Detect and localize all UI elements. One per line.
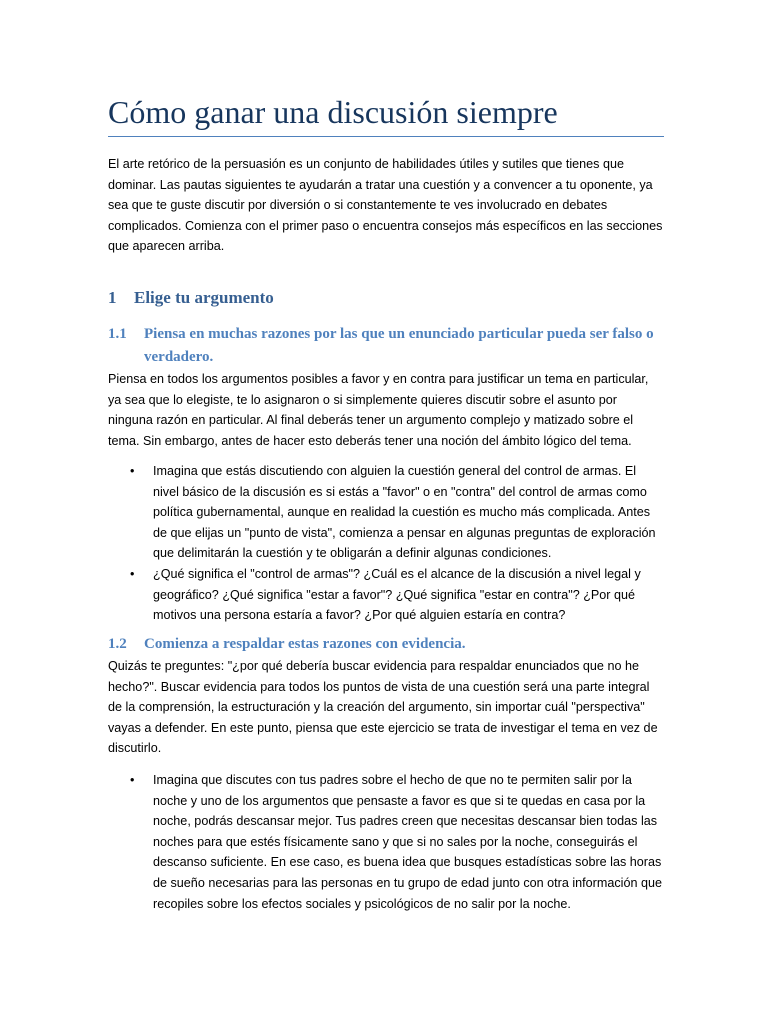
list-item: • ¿Qué significa el "control de armas"? ¿Cuál es el alcance de la discusión a nivel legal y geográfico? ¿Qué significa "estar a favor"? ¿Qué significa "estar en contra"? ¿Por qué motivos una persona estaría a favor? ¿Por qué alguien estaría en contra? xyxy=(108,564,664,626)
section-1-title: Elige tu argumento xyxy=(134,288,274,307)
subsection-1-1-heading xyxy=(108,323,664,368)
subsection-1-1-bullet-list xyxy=(108,461,664,626)
title-underline xyxy=(108,136,664,137)
subsection-1-2-bullet-list xyxy=(108,770,664,914)
subsection-1-1-title: Piensa en muchas razones por las que un enunciado particular pueda ser falso o verdadero. xyxy=(144,326,654,365)
list-item: • Imagina que estás discutiendo con alguien la cuestión general del control de armas. El nivel básico de la discusión es si estás a "favor" o en "contra" del control de armas como política gubernamental, aunque en realidad la cuestión es mucho más complicada. Antes de que elijas un "punto de vista", comienza a pensar en algunas preguntas de exploración que delimitarán la cuestión y te obligarán a definir algunas condiciones. xyxy=(108,461,664,564)
subsection-1-1-paragraph: Piensa en todos los argumentos posibles a favor y en contra para justificar un tema en particular, ya sea que lo elegiste, te lo asignaron o si simplemente quieres discutir sobre el asunto por ninguna razón en particular. Al final deberás tener un argumento complejo y matizado sobre el tema. Sin embargo, antes de hacer esto deberás tener una noción del ámbito lógico del tema. xyxy=(108,372,649,448)
list-item: • Imagina que discutes con tus padres sobre el hecho de que no te permiten salir por la noche y uno de los argumentos que pensaste a favor es que si te quedas en casa por la noche, podrás descansar mejor. Tus padres creen que necesitas descansar bien todas las noches para que estés físicamente sano y que si no sales por la noche, conseguirás el descanso suficiente. En ese caso, es buena idea que busques estadísticas sobre las horas de sueño necesarias para las personas en tu grupo de edad junto con otra información que recopiles sobre los efectos sociales y psicológicos de no salir por la noche. xyxy=(108,770,664,914)
section-1-number: 1 xyxy=(108,288,117,307)
subsection-1-2-title: Comienza a respaldar estas razones con evidencia. xyxy=(144,636,466,652)
subsection-1-2-heading xyxy=(108,633,664,656)
subsection-1-1-number: 1.1 xyxy=(108,326,127,342)
document-title: Cómo ganar una discusión siempre xyxy=(108,94,558,130)
section-1-heading xyxy=(108,287,274,309)
intro-paragraph: El arte retórico de la persuasión es un conjunto de habilidades útiles y sutiles que tienes que dominar. Las pautas siguientes te ayudarán a tratar una cuestión y a convencer a tu oponente, ya sea que te guste discutir por diversión o si constantemente te ves involucrado en debates complicados. Comienza con el primer paso o encuentra consejos más específicos en las secciones que aparecen arriba. xyxy=(108,157,663,254)
subsection-1-2-number: 1.2 xyxy=(108,636,127,652)
subsection-1-2-paragraph: Quizás te preguntes: "¿por qué debería buscar evidencia para respaldar enunciados que no he hecho?". Buscar evidencia para todos los puntos de vista de una cuestión será una parte integral de la comprensión, la estructuración y la creación del argumento, sin importar cuál "perspectiva" vayas a defender. En este punto, piensa que este ejercicio se trata de investigar el tema en vez de discutirlo. xyxy=(108,659,658,756)
